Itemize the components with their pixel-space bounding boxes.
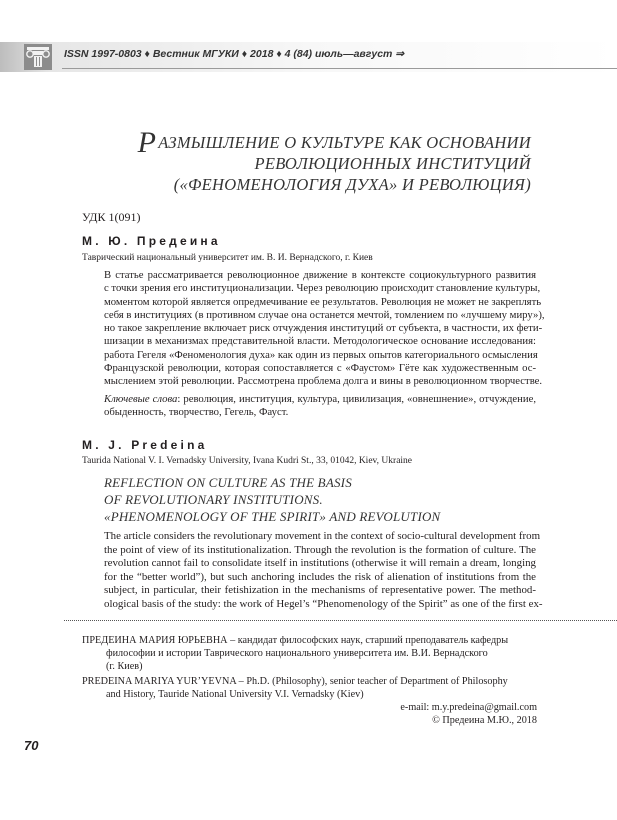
abstract-en-line: subject, in particular, their fetishization in the mechanisms of representative power. The method- xyxy=(104,584,536,597)
title-line-3: («ФЕНОМЕНОЛОГИЯ ДУХА» И РЕВОЛЮЦИЯ) xyxy=(173,175,531,194)
abstract-en-line: ological basis of the study: the work of Hegel’s “Phenomenology of the Spirit” as one of the first ex- xyxy=(104,597,543,610)
contact-block xyxy=(400,701,537,727)
author-email: e-mail: m.y.predeina@gmail.com xyxy=(400,702,537,713)
abstract-ru-line: моментом которой является опредмечивание ее результатов. Революция не может не закреплять xyxy=(104,295,542,308)
keywords-text-1: : революция, институция, культура, цивилизация, «овнешнение», отчуждение, xyxy=(177,393,536,405)
journal-header: ISSN 1997-0803 ♦ Вестник МГУКИ ♦ 2018 ♦ 4 (84) июль—август ⇒ xyxy=(64,48,405,60)
copyright-notice: © Предеина М.Ю., 2018 xyxy=(432,715,537,726)
title-line-2: РЕВОЛЮЦИОННЫХ ИНСТИТУЦИЙ xyxy=(254,154,531,173)
udk-code: УДК 1(091) xyxy=(82,210,141,224)
abstract-ru-line: мыслением этой революции. Рассмотрена проблема долга и вины в революционном творчестве. xyxy=(104,375,543,388)
author-ru: М. Ю. Предеина xyxy=(82,234,221,248)
abstract-ru-line: работа Гегеля «Феноменология духа» как один из первых опытов категориального осмысления xyxy=(104,348,538,361)
keywords-label: Ключевые слова xyxy=(104,393,178,405)
footnote-separator xyxy=(64,620,617,621)
abstract-ru-line: но такое закрепление включает риск отчуждения институций от субъекта, в частности, их фети- xyxy=(104,322,543,335)
bio-en-line-2: and History, Tauride National University V.I. Vernadsky (Kiev) xyxy=(106,689,364,701)
title-line-1 xyxy=(61,126,531,159)
bio-ru-line-1: ПРЕДЕИНА МАРИЯ ЮРЬЕВНА – кандидат философских наук, старший преподаватель кафедры xyxy=(82,635,509,646)
keywords-line-2: обыденность, творчество, Гегель, Фауст. xyxy=(104,406,289,419)
title-en-line: OF REVOLUTIONARY INSTITUTIONS. xyxy=(104,492,323,507)
article-title-ru xyxy=(61,126,531,195)
abstract-ru-line: Французской революции, которая сопоставляется с «Фаустом» Гёте как художественным ос- xyxy=(104,362,536,375)
author-en: M. J. Predeina xyxy=(82,438,208,452)
abstract-ru xyxy=(104,269,545,389)
header-rule xyxy=(62,68,617,69)
abstract-ru-line: В статье рассматривается революционное движение в контексте социокультурного развития xyxy=(104,269,536,281)
abstract-en-line: The article considers the revolutionary movement in the context of socio-cultural development from xyxy=(104,530,541,542)
abstract-en-line: revolution cannot fail to consolidate itself in institutions (otherwise it will remain a dream, longing xyxy=(104,557,536,570)
column-capital-icon xyxy=(24,44,52,70)
title-en-line: «PHENOMENOLOGY OF THE SPIRIT» AND REVOLUTION xyxy=(104,509,441,524)
abstract-en-line: for the “better world”), but such anchoring includes the risk of alienation of institutions from the xyxy=(104,570,536,583)
abstract-ru-line: с точки зрения его институционализации. Через революцию происходит становление культуры, xyxy=(104,282,541,295)
abstract-ru-line: шизации в механизмах представительной власти. Методологическое основание исследования: xyxy=(104,335,536,348)
author-bio-en xyxy=(82,675,540,701)
affiliation-en: Taurida National V. I. Vernadsky University, Ivana Kudri St., 33, 01042, Kiev, Ukraine xyxy=(82,456,413,466)
page-number: 70 xyxy=(24,738,39,753)
title-en-line: REFLECTION ON CULTURE AS THE BASIS xyxy=(104,475,352,490)
author-bio-ru xyxy=(82,634,540,674)
abstract-en xyxy=(104,530,543,612)
abstract-en-line: the point of view of its institutionalization. Through the revolution is the formation of culture. The xyxy=(104,543,536,556)
title-initial: Р xyxy=(137,126,157,159)
bio-en-line-1: PREDEINA MARIYA YUR’YEVNA – Ph.D. (Philosophy), senior teacher of Department of Philosophy xyxy=(82,676,508,687)
keywords-ru xyxy=(104,393,536,420)
article-title-en xyxy=(104,474,440,525)
bio-ru-line-2: философии и истории Таврического национального университета им. В.И. Вернадского xyxy=(106,648,488,660)
abstract-ru-line: себя в институциях (в противном случае она останется мечтой, томлением по «лучшему миру»), xyxy=(104,308,545,321)
title-line-1-rest: АЗМЫШЛЕНИЕ О КУЛЬТУРЕ КАК ОСНОВАНИИ xyxy=(158,133,531,152)
affiliation-ru: Таврический национальный университет им. В. И. Вернадского, г. Киев xyxy=(82,253,373,263)
keywords-line-1 xyxy=(104,393,536,406)
bio-ru-line-3: (г. Киев) xyxy=(106,661,143,673)
